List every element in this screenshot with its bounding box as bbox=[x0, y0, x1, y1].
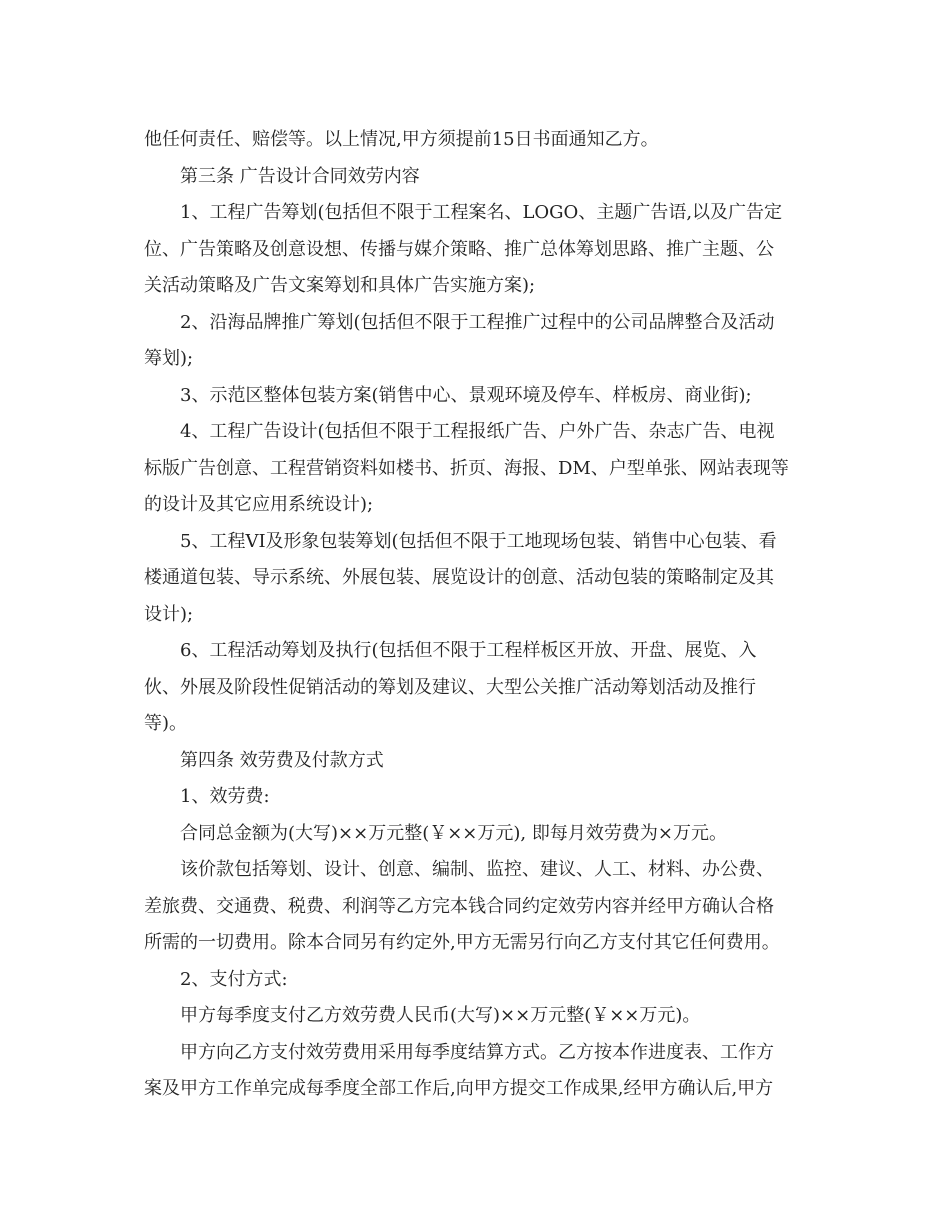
text-line: 的设计及其它应用系统设计); bbox=[144, 494, 374, 515]
text-line: 标版广告创意、工程营销资料如楼书、折页、海报、DM、户型单张、网站表现等 bbox=[144, 457, 789, 479]
text-line: 甲方向乙方支付效劳费用采用每季度结算方式。乙方按本作进度表、工作方 bbox=[180, 1041, 774, 1063]
text-line: 5、工程VI及形象包装筹划(包括但不限于工地现场包装、销售中心包装、看 bbox=[180, 530, 777, 552]
section-heading: 第三条 广告设计合同效劳内容 bbox=[180, 165, 420, 187]
text-line: 1、效劳费: bbox=[180, 786, 270, 807]
text-line: 位、广告策略及创意设想、传播与媒介策略、推广总体筹划思路、推广主题、公 bbox=[144, 238, 774, 260]
text-line: 1、工程广告筹划(包括但不限于工程案名、LOGO、主题广告语,以及广告定 bbox=[180, 202, 783, 223]
text-line: 6、工程活动筹划及执行(包括但不限于工程样板区开放、开盘、展览、入 bbox=[180, 640, 757, 661]
text-line: 2、沿海品牌推广筹划(包括但不限于工程推广过程中的公司品牌整合及活动 bbox=[180, 311, 775, 333]
text-line: 伙、外展及阶段性促销活动的筹划及建议、大型公关推广活动筹划活动及推行 bbox=[144, 676, 756, 698]
section-heading: 第四条 效劳费及付款方式 bbox=[180, 749, 384, 771]
text-line: 4、工程广告设计(包括但不限于工程报纸广告、户外广告、杂志广告、电视 bbox=[180, 421, 775, 442]
text-line: 设计); bbox=[144, 603, 194, 625]
text-line: 楼通道包装、导示系统、外展包装、展览设计的创意、活动包装的策略制定及其 bbox=[144, 567, 774, 588]
text-line: 合同总金额为(大写)××万元整(￥××万元), 即每月效劳费为×万元。 bbox=[180, 822, 727, 844]
text-line: 差旅费、交通费、税费、利润等乙方完本钱合同约定效劳内容并经甲方确认合格 bbox=[144, 895, 774, 917]
text-line: 等)。 bbox=[144, 713, 188, 734]
text-line: 关活动策略及广告文案筹划和具体广告实施方案); bbox=[144, 275, 536, 296]
text-line: 筹划); bbox=[144, 348, 194, 369]
text-line: 案及甲方工作单完成每季度全部工作后,向甲方提交工作成果,经甲方确认后,甲方 bbox=[144, 1078, 774, 1099]
text-line: 3、示范区整体包装方案(销售中心、景观环境及停车、样板房、商业街); bbox=[180, 384, 752, 406]
text-line: 他任何责任、赔偿等。以上情况,甲方须提前15日书面通知乙方。 bbox=[144, 129, 659, 150]
contract-body bbox=[144, 122, 814, 1108]
text-line: 2、支付方式: bbox=[180, 968, 288, 990]
text-line: 甲方每季度支付乙方效劳费人民币(大写)××万元整(￥××万元)。 bbox=[180, 1005, 701, 1026]
text-line: 该价款包括筹划、设计、创意、编制、监控、建议、人工、材料、办公费、 bbox=[180, 859, 774, 880]
text-line: 所需的一切费用。除本合同另有约定外,甲方无需另行向乙方支付其它任何费用。 bbox=[144, 932, 780, 953]
